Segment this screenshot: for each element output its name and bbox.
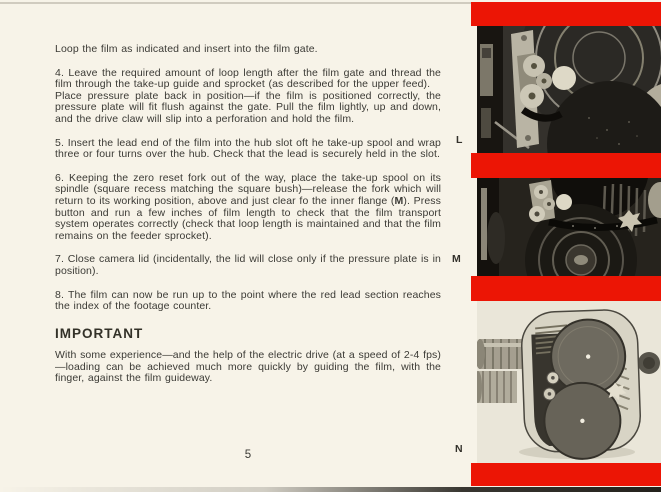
important-heading: IMPORTANT: [55, 325, 144, 341]
photo-m-illustration: [477, 178, 661, 276]
red-band-top: [471, 2, 661, 26]
step4-text-2: Place pressure plate back in position—if the film is positioned correctly, the pressure plate will fit flush against the gate. Pull the film lightly, up and down, and the drive claw will slip into a perforation and hold the film.: [55, 89, 441, 125]
photo-label-M: M: [452, 253, 461, 265]
paragraph-step4: [55, 68, 441, 126]
red-band-3: [471, 276, 661, 301]
photo-M-take-up-spool: [477, 178, 661, 276]
paragraph-step7: 7. Close camera lid (incidentally, the lid will close only if the pressure plate is in position).: [55, 253, 441, 277]
page-number: 5: [244, 449, 252, 461]
photo-label-N: N: [455, 443, 463, 455]
paragraph-step6: [55, 173, 441, 243]
page-bottom-edge: [0, 487, 661, 492]
paragraph-step5: 5. Insert the lead end of the film into the hub slot oft he take-up spool and wrap three or four turns over the hub. Check that the lead is securely held in the slot.: [55, 136, 441, 161]
photo-N-open-camera: [477, 301, 661, 463]
paragraph-important-body: With some experience—and the help of the electric drive (at a speed of 2-4 fps)—loading can be achieved much more quickly by guiding the film, with the finger, against the film guideway.: [55, 349, 441, 385]
instructions-column: [55, 44, 441, 397]
photo-label-L: L: [456, 134, 463, 146]
red-band-2: [471, 153, 661, 178]
page-top-edge: [0, 2, 471, 4]
step6-text-1: 6. Keeping the zero reset fork out of the way, place the take-up spool on its spindle (square recess matching the square bush)—release the fork which will return to its working position, above and just clear fo the inner flange (: [55, 171, 441, 207]
paragraph-step8: 8. The film can now be run up to the point where the red lead section reaches the index of the footage counter.: [55, 288, 441, 313]
step4-text-1: 4. Leave the required amount of loop length after the film gate and thread the film through the take-up guide and sprocket (as described for the upper feed).: [55, 66, 441, 91]
photo-n-illustration: [477, 301, 661, 463]
paragraph-intro: Loop the film as indicated and insert into the film gate.: [55, 43, 318, 55]
photo-L-film-gate-rollers: [477, 26, 661, 153]
step6-text-2: ). Press button and run a few inches of film length to check that the film transport system operates correctly (check that loop length is maintained and that the film remains on the feeder sprocket).: [55, 194, 441, 242]
photo-l-illustration: [477, 26, 661, 153]
red-band-bottom: [471, 463, 661, 486]
step6-bold-figure-ref: M: [394, 194, 404, 207]
